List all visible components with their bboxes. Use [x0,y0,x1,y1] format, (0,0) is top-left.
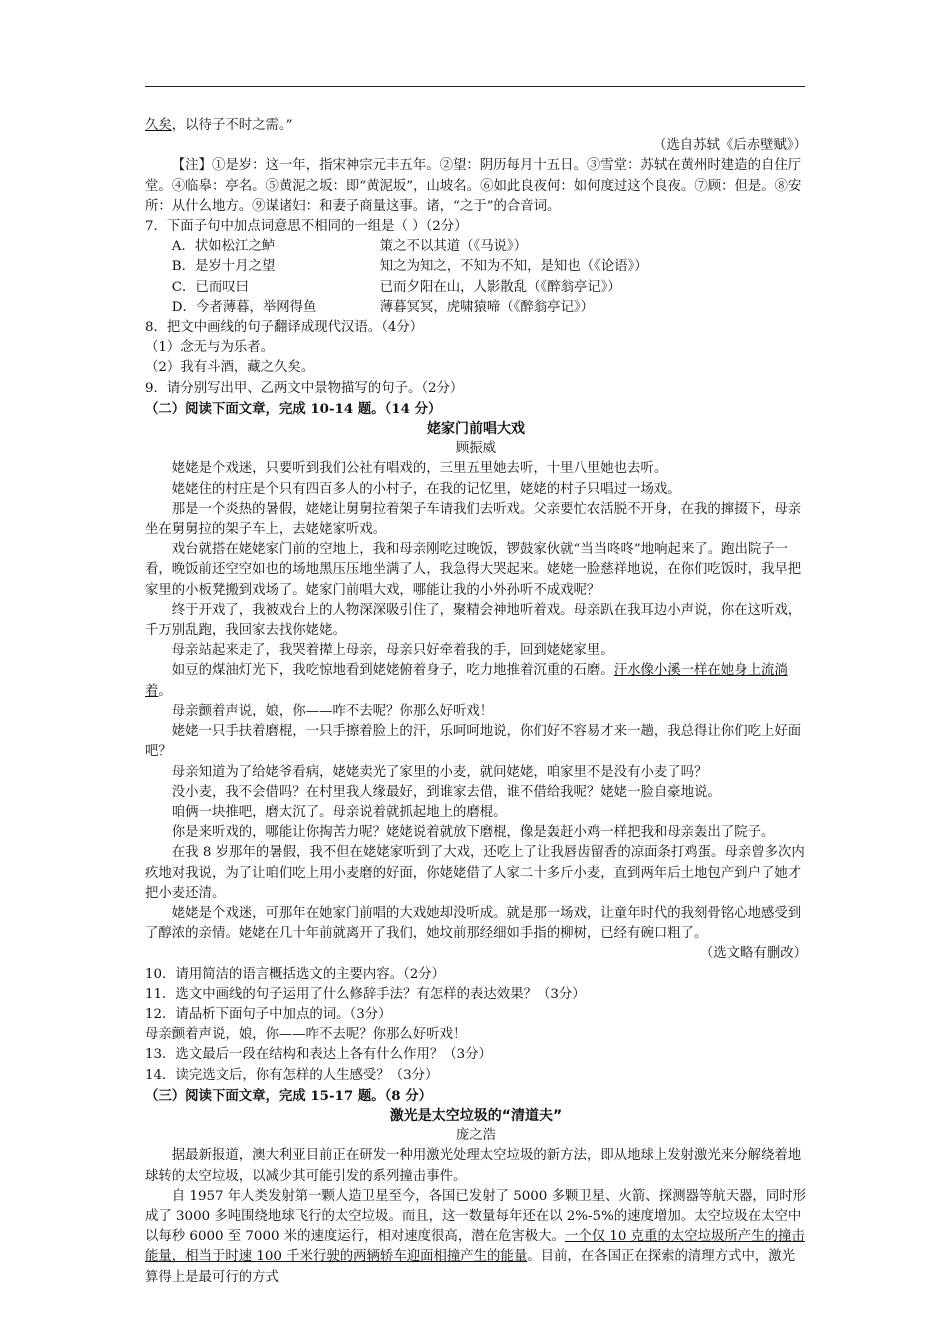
paragraph-text: 。 [158,683,172,699]
section-2-source: （选文略有删改） [699,946,807,962]
paragraph: 咱俩一块推吧，磨太沉了。母亲说着就抓起地上的磨棍。 [171,804,507,820]
paragraph: 姥姥住的村庄是个只有四百多人的小村子，在我的记忆里，姥姥的村子只唱过一场戏。 [171,481,681,497]
paragraph-with-underline [145,661,807,701]
section-3-header: （三）阅读下面文章，完成 15-17 题。（8 分） [145,1087,433,1104]
paragraph: 母亲颤着声说，娘，你——咋不去呢？你那么好听戏！ [171,703,494,719]
section-3-title: 激光是太空垃圾的“清道夫” [389,1107,563,1124]
paragraph: 据最新报道，澳大利亚目前正在研发一种用激光处理太空垃圾的新方法，即从地球上发射激光来分解绕着地球转的太空垃圾，以减少其可能引发的系列撞击事件。 [145,1148,802,1184]
section-3-author: 庞之浩 [455,1128,497,1144]
paragraph: 姥姥是个戏迷，只要听到我们公社有唱戏的，三里五里她去听，十里八里她也去听。 [171,461,668,477]
paragraph: 姥姥是个戏迷，可那年在她家门前唱的大戏她却没听成。就是那一场戏，让童年时代的我刻骨铭心地感受到了醇浓的亲情。姥姥在几十年前就离开了我们，她坟前那经细如手指的柳树，已经有碗口粗了。 [145,905,802,942]
q7-option-c-left: C．已而叹曰 [171,279,249,295]
question-9-stem: 9．请分别写出甲、乙两文中景物描写的句子。（2分） [145,380,464,396]
paragraph: 你是来听戏的，哪能让你掏苦力呢？姥姥说着就放下磨棍，像是轰赶小鸡一样把我和母亲轰出了院子。 [171,825,775,841]
paragraph-text: 。目前，在各国正在探索的清理方式中，激光算得上是最可行的方式 [145,1249,796,1285]
passage-tail-text: ，以待子不时之需。” [171,118,293,133]
paragraph: 姥姥一只手扶着磨棍，一只手擦着脸上的汗，乐呵呵地说，你们好不容易才来一趟，我总得让你们吃上好面吧？ [145,724,802,760]
source-citation: （选自苏轼《后赤壁赋》） [653,138,807,154]
section-2-title: 姥家门前唱大戏 [427,421,525,438]
q7-option-c [145,278,807,298]
q7-option-c-right: 已而夕阳在山，人影散乱（《醉翁亭记》） [379,279,621,295]
paragraph: 戏台就搭在姥姥家门前的空地上，我和母亲刚吃过晚饭，锣鼓家伙就“当当咚咚”地响起来了。跑出院子一看，晚饭前还空空如也的场地黑压压地坐满了人，我急得大哭起来。姥姥一脸慈祥地说，在你们吃饭时，我早把家里的小板凳搬到戏场了。姥家门前唱大戏，哪能让我的小外孙听不成戏呢？ [145,542,802,598]
annotation-note: 【注】①是岁：这一年，指宋神宗元丰五年。②望：阴历每月十五日。③雪堂：苏轼在黄州时建造的自住厅堂。④临皋：亭名。⑤黄泥之坂：即“黄泥坂”，山坡名。⑥如此良夜何：如何度过这个良夜。⑦顾：但是。⑧安所：从什么地方。⑨谋诸妇：和妻子商量这事。诸，“之于”的合音词。 [145,158,802,214]
passage-tail [145,116,807,136]
question-13: 13．选文最后一段在结构和表达上各有什么作用？（3分） [145,1047,492,1063]
underlined-sentence: 一个仅 10 克重的太空垃圾所产生的撞击能量，相当于时速 100 千米行驶的两辆轿车迎面相撞产生的能量 [145,1229,805,1265]
question-12-quote: 母亲颤着声说，娘，你——咋不去呢？你那么好听戏！ [145,1027,467,1043]
q7-option-a-left: A．状如松江之鲈 [171,239,276,255]
paragraph: 终于开戏了，我被戏台上的人物深深吸引住了，聚精会神地听着戏。母亲趴在我耳边小声说，你在这听戏，千万别乱跑，我回家去找你姥姥。 [145,602,802,639]
document-page [145,116,807,1288]
question-8-item-1: （1）念无与为乐者。 [145,340,275,356]
header-rule [145,86,805,87]
question-12: 12．请品析下面句子中加点的词。（3分） [145,1006,392,1022]
question-8-item-2: （2）我有斗酒，藏之久矣。 [145,360,315,376]
question-7-stem: 7．下面子句中加点词意思不相同的一组是（ ）（2分） [145,219,468,235]
underlined-sentence: 汗水像小溪一样在她身上流淌着 [145,663,788,699]
question-8-stem: 8．把文中画线的句子翻译成现代汉语。（4分） [145,320,424,336]
underlined-phrase: 久矣 [145,118,172,133]
paragraph: 在我 8 岁那年的暑假，我不但在姥姥家听到了大戏，还吃上了让我唇齿留香的凉面条打鸡蛋。母亲曾多次内疚地对我说，为了让咱们吃上用小麦磨的好面，你姥姥借了人家二十多斤小麦，直到两年后土地包产到户了她才把小麦还清。 [145,845,805,901]
q7-option-b-right: 知之为知之，不知为不知，是知也（《论语》） [379,259,648,275]
question-11: 11．选文中画线的句子运用了什么修辞手法？有怎样的表达效果？（3分） [145,986,586,1002]
paragraph: 母亲知道为了给姥爷看病，姥姥卖光了家里的小麦，就问姥姥，咱家里不是没有小麦了吗？ [171,764,708,780]
q7-option-d-right: 薄暮冥冥，虎啸猿啼（《醉翁亭记》） [379,299,595,315]
q7-option-b-left: B．是岁十月之望 [171,259,276,275]
question-10: 10．请用简洁的语言概括选文的主要内容。（2分） [145,966,446,982]
paragraph: 没小麦，我不会借吗？在村里我人缘最好，到谁家去借，谁不借给我呢？姥姥一脸自豪地说。 [171,784,721,800]
section-2-header: （二）阅读下面文章，完成 10-14 题。（14 分） [145,400,442,417]
q7-option-a-right: 策之不以其道（《马说》） [379,239,528,255]
q7-option-d [145,298,807,318]
paragraph-text: 自 1957 年人类发射第一颗人造卫星至今，各国已发射了 5000 多颗卫星、火箭、探测器等航天器，同时形成了 3000 多吨围绕地球飞行的太空垃圾。而且，这一数量每年还在以 2%-5%的速度增加。太空垃圾在太空中以每秒 6000 至 7000 米的速度运行，相对速度很高，潜在危害极大。 [145,1188,806,1245]
q7-option-b [145,257,807,277]
question-14: 14．读完选文后，你有怎样的人生感受？（3分） [145,1067,439,1083]
paragraph: 母亲站起来走了，我哭着撵上母亲，母亲只好牵着我的手，回到姥姥家里。 [171,643,614,659]
q7-option-a [145,237,807,257]
paragraph-with-underline [145,1187,807,1288]
paragraph-text: 如豆的煤油灯光下，我吃惊地看到姥姥俯着身子，吃力地推着沉重的石磨。 [171,663,614,679]
section-2-author: 顾振威 [455,441,497,457]
q7-option-d-left: D．今者薄暮，举网得鱼 [171,299,317,315]
paragraph: 那是一个炎热的暑假，姥姥让舅舅拉着架子车请我们去听戏。父亲要忙农活脱不开身，在我的撺掇下，母亲坐在舅舅拉的架子车上，去姥姥家听戏。 [145,501,802,538]
